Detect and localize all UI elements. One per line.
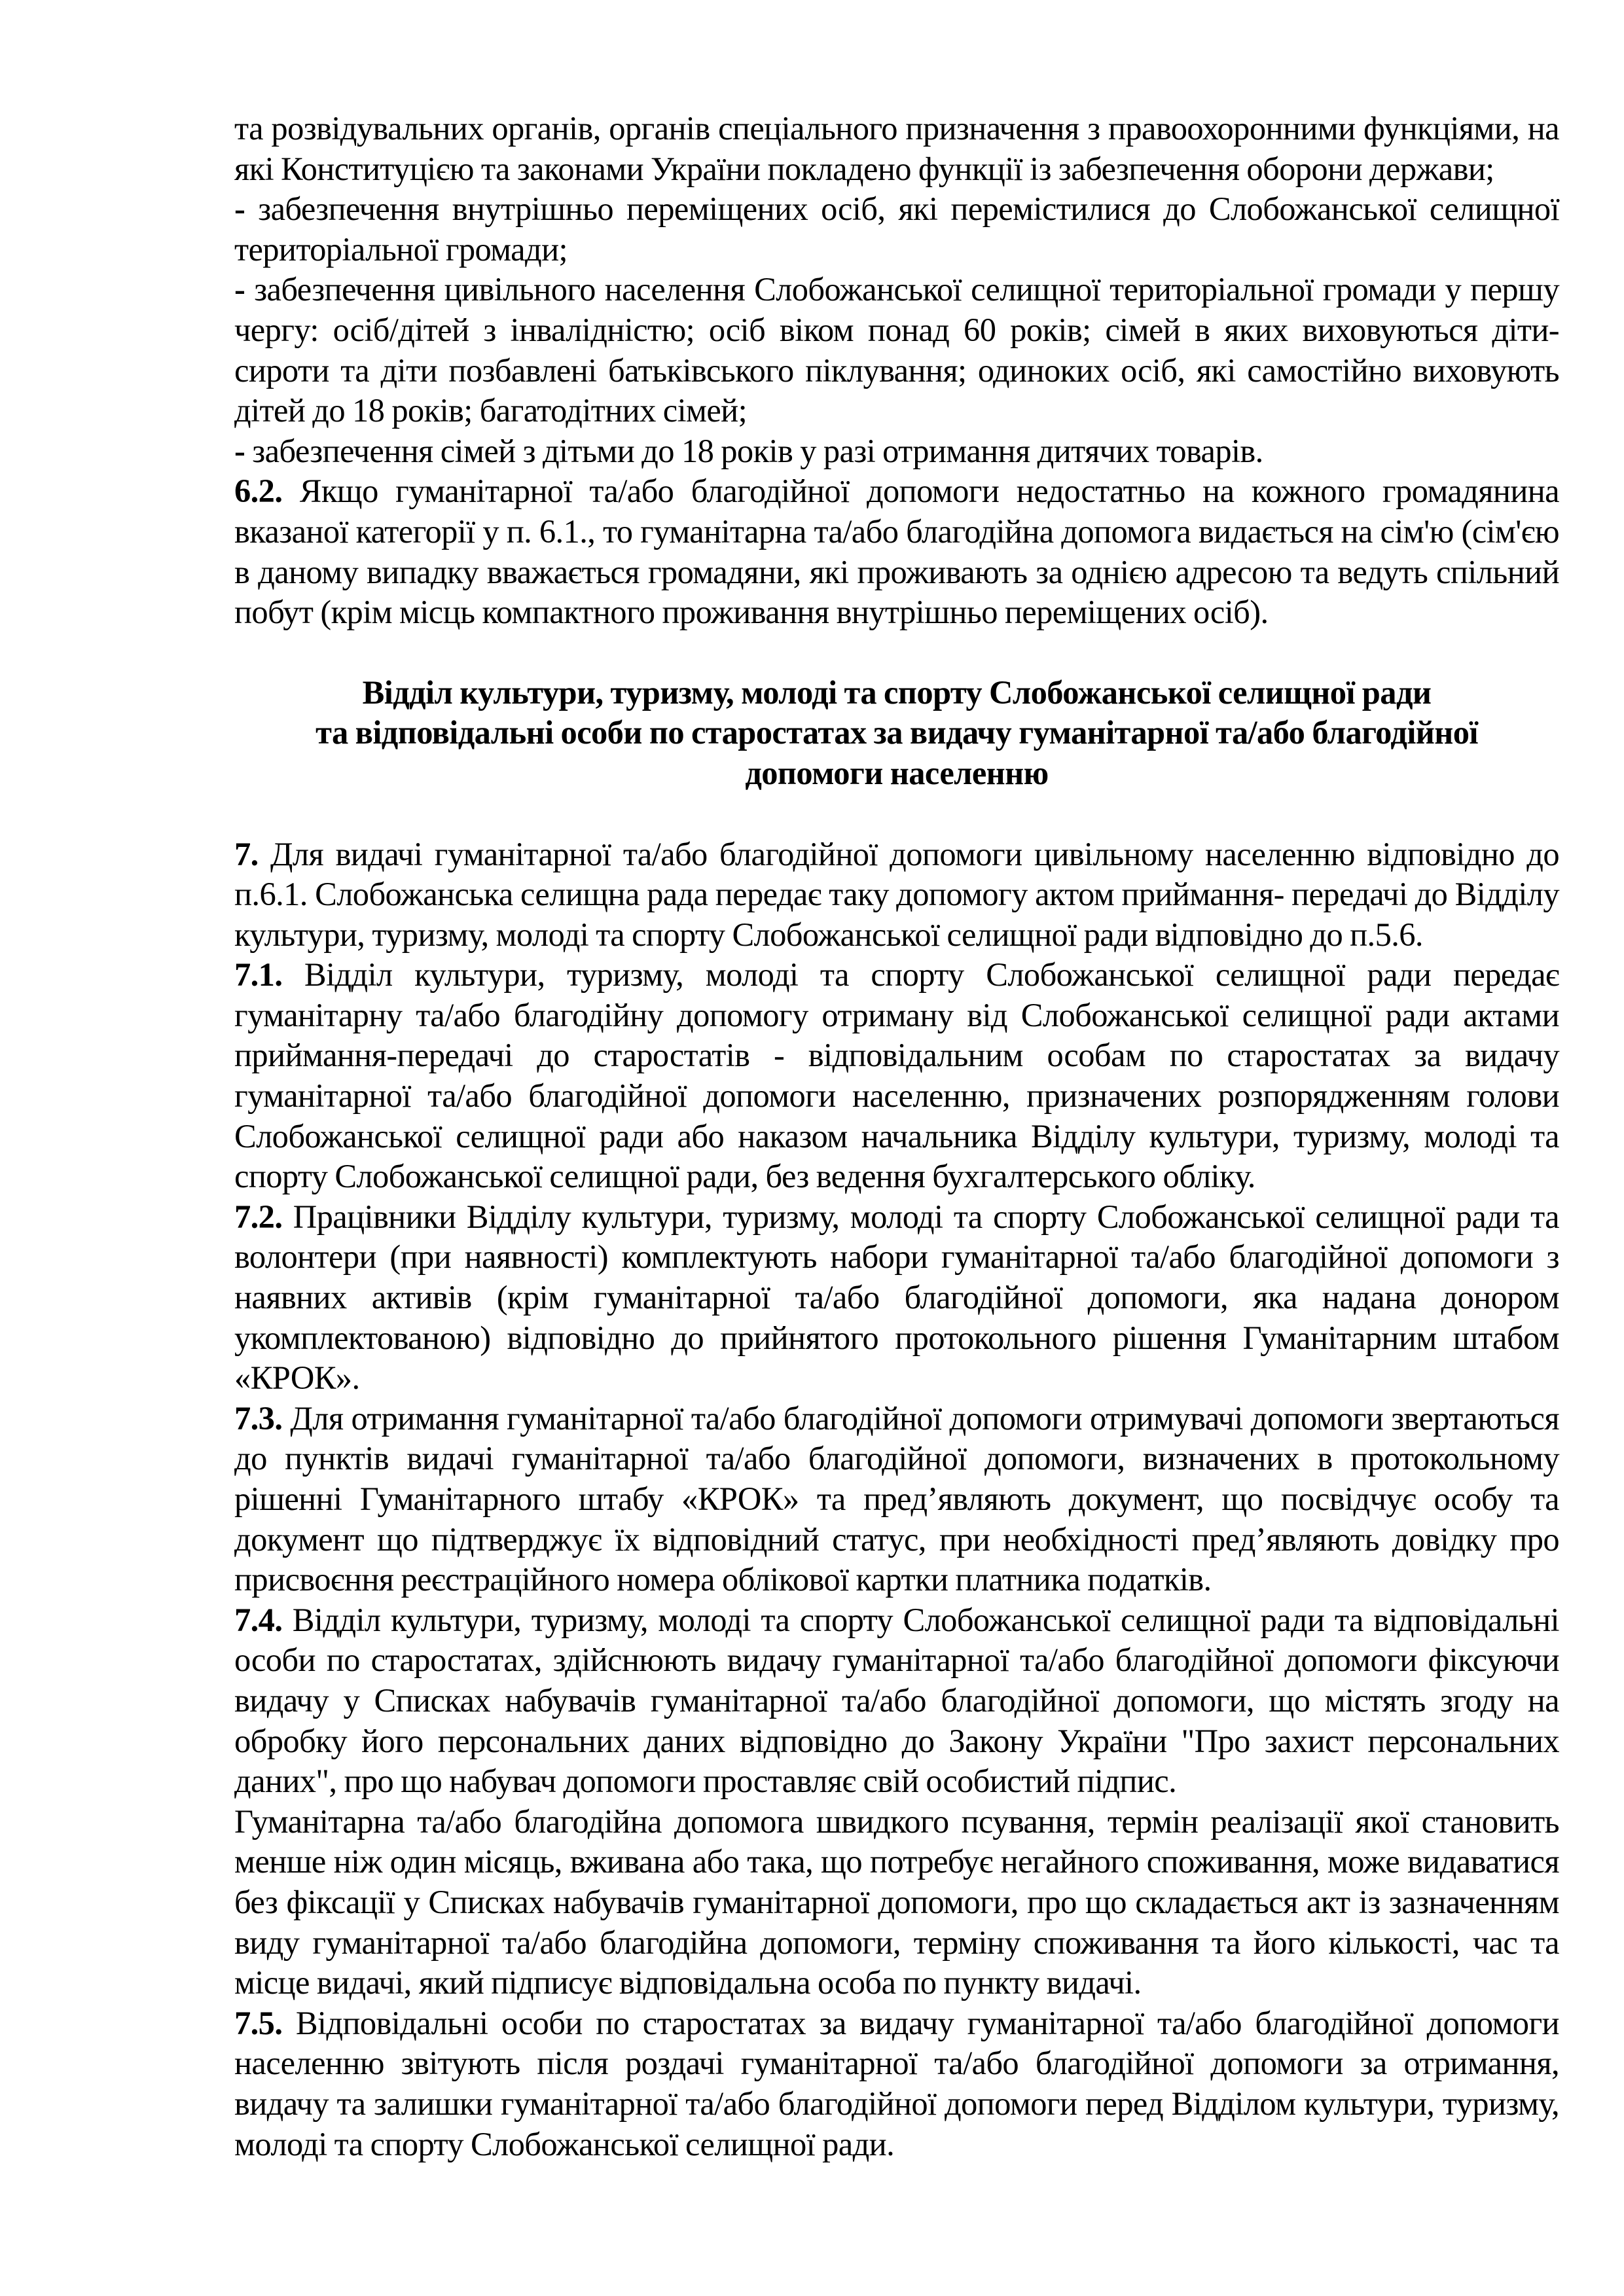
clause-text: Гуманітарна та/або благодійна допомога швидкого псування, термін реалізації якої становить менше ніж один місяць, вживана або така, що потребує негайного споживання, може видаватися без фіксації у Списках набувачів гуманітарної допомоги, про що складається акт із зазначенням виду гуманітарної та/або благодійна допомоги, терміну споживання та його кількості, час та місце видачі, який підписує відповідальна особа по пункту видачі. bbox=[234, 1803, 1559, 2001]
bullet-item bbox=[234, 270, 1559, 431]
clause-7-1 bbox=[234, 955, 1559, 1197]
clause-6-2 bbox=[234, 471, 1559, 632]
clause-7 bbox=[234, 834, 1559, 956]
clause-text: Для отримання гуманітарної та/або благодійної допомоги отримувачі допомоги звертаються до пунктів видачі гуманітарної та/або благодійної допомоги, визначених в протокольному рішенні Гуманітарного штабу «КРОК» та пред’являють документ, що посвідчує особу та документ що підтверджує їх відповідний статус, при необхідності пред’являють довідку про присвоєння реєстраційного номера облікової картки платника податків. bbox=[234, 1399, 1559, 1598]
clause-number: 7.5. bbox=[234, 2004, 283, 2041]
bullet-dash: - bbox=[234, 432, 245, 469]
clause-number: 7. bbox=[234, 835, 259, 872]
section-heading-line: та відповідальні особи по старостатах за видачу гуманітарної та/або благодійної bbox=[316, 714, 1478, 751]
clause-number: 6.2. bbox=[234, 473, 283, 510]
document-page bbox=[234, 109, 1559, 2164]
bullet-dash: - bbox=[234, 190, 245, 228]
bullet-text: забезпечення цивільного населення Слобожанської селищної територіальної громади у першу чергу: осіб/дітей з інвалідністю; осіб віком понад 60 років; сімей в яких виховуються діти-сироти та діти позбавлені батьківського піклування; одиноких осіб, які самостійно виховують дітей до 18 років; багатодітних сімей; bbox=[234, 271, 1559, 429]
clause-text: Відповідальні особи по старостатах за видачу гуманітарної та/або благодійної допомоги населенню звітують після роздачі гуманітарної та/або благодійної допомоги за отримання, видачу та залишки гуманітарної та/або благодійної допомоги перед Відділом культури, туризму, молоді та спорту Слобожанської селищної ради. bbox=[234, 2004, 1559, 2162]
clause-number: 7.4. bbox=[234, 1601, 283, 1638]
bullet-text: забезпечення сімей з дітьми до 18 років у разі отримання дитячих товарів. bbox=[245, 432, 1263, 469]
clause-number: 7.3. bbox=[234, 1399, 283, 1437]
bullet-dash: - bbox=[234, 271, 245, 308]
clause-text: Якщо гуманітарної та/або благодійної допомоги недостатньо на кожного громадянина вказаної категорії у п. 6.1., то гуманітарна та/або благодійна допомога видається на сім'ю (сім'єю в даному випадку вважається громадяни, які проживають за однією адресою та ведуть спільний побут (крім місць компактного проживання внутрішньо переміщених осіб). bbox=[234, 473, 1559, 631]
bullet-item bbox=[234, 431, 1559, 472]
clause-text: Для видачі гуманітарної та/або благодійної допомоги цивільному населенню відповідно до п.6.1. Слобожанська селищна рада передає таку допомогу актом приймання- передачі до Відділу культури, туризму, молоді та спорту Слобожанської селищної ради відповідно до п.5.6. bbox=[234, 835, 1559, 953]
clause-7-2 bbox=[234, 1197, 1559, 1399]
clause-7-4-continuation bbox=[234, 1802, 1559, 2003]
clause-text: Працівники Відділу культури, туризму, молоді та спорту Слобожанської селищної ради та волонтери (при наявності) комплектують набори гуманітарної та/або благодійної допомоги з наявних активів (крім гуманітарної та/або благодійної допомоги, яка надана донором укомплектованою) відповідно до прийнятого протокольного рішення Гуманітарним штабом «КРОК». bbox=[234, 1198, 1559, 1397]
clause-7-4 bbox=[234, 1600, 1559, 1802]
clause-text: Відділ культури, туризму, молоді та спорту Слобожанської селищної ради та відповідальні особи по старостатах, здійснюють видачу гуманітарної та/або благодійної допомоги фіксуючи видачу у Списках набувачів гуманітарної та/або благодійної допомоги, що містять згоду на обробку його персональних даних відповідно до Закону України "Про захист персональних даних", про що набувач допомоги проставляє свій особистий підпис. bbox=[234, 1601, 1559, 1800]
intro-paragraph: та розвідувальних органів, органів спеціального призначення з правоохоронними функціями, на які Конституцією та законами України покладено функції із забезпечення оборони держави; bbox=[234, 110, 1559, 187]
clause-7-5 bbox=[234, 2003, 1559, 2164]
clause-7-3 bbox=[234, 1399, 1559, 1600]
clause-text: Відділ культури, туризму, молоді та спорту Слобожанської селищної ради передає гуманітарну та/або благодійну допомогу отриману від Слобожанської селищної ради актами приймання-передачі до старостатів - відповідальним особам по старостатах за видачу гуманітарної та/або благодійної допомоги населенню, призначених розпорядженням голови Слобожанської селищної ради або наказом начальника Відділу культури, туризму, молоді та спорту Слобожанської селищної ради, без ведення бухгалтерського обліку. bbox=[234, 956, 1559, 1195]
clause-number: 7.2. bbox=[234, 1198, 283, 1235]
section-heading bbox=[234, 673, 1559, 794]
section-heading-line: допомоги населенню bbox=[745, 754, 1049, 791]
bullet-item bbox=[234, 189, 1559, 270]
clause-number: 7.1. bbox=[234, 956, 283, 994]
section-heading-line: Відділ культури, туризму, молоді та спорту Слобожанської селищної ради bbox=[362, 673, 1432, 711]
bullet-text: забезпечення внутрішньо переміщених осіб, які перемістилися до Слобожанської селищної територіальної громади; bbox=[234, 190, 1559, 268]
